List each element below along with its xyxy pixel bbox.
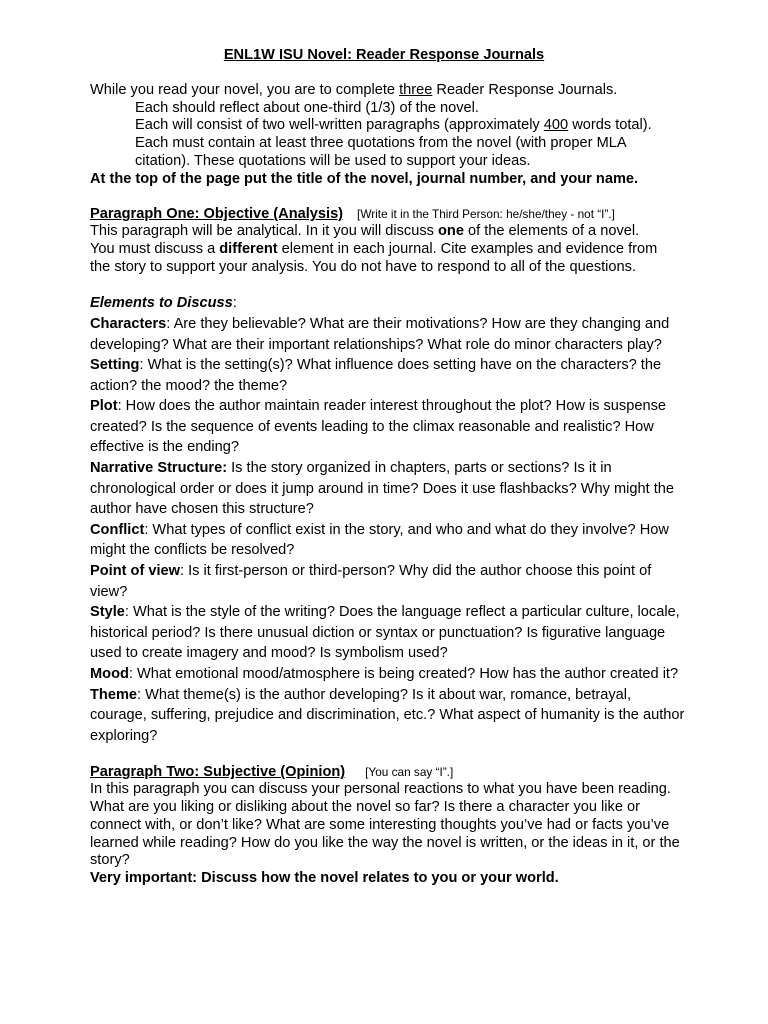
- p1-text: You must discuss a: [90, 240, 220, 257]
- intro-line: [90, 82, 690, 100]
- element-item-characters: [90, 314, 690, 355]
- element-text: Is the story organized in chapters, parts or sections? Is it in chronological order or does it jump around in time? Does it use flashbacks? Why might the author have chosen this structure?: [90, 460, 675, 518]
- element-item-conflict: [90, 520, 690, 561]
- element-text: : Is it first-person or third-person? Why did the author choose this point of view?: [90, 563, 652, 600]
- element-item-mood: [90, 664, 690, 685]
- paragraph-one-line: [90, 223, 690, 241]
- element-text: : How does the author maintain reader interest throughout the plot? How is suspense created? Is the sequence of events leading to the climax reasonable and realistic? How effective is the ending?: [90, 398, 666, 456]
- elements-section: [90, 293, 690, 746]
- element-term: Mood: [90, 666, 129, 683]
- element-item-narrative-structure: [90, 458, 690, 520]
- p1-text-end: of the elements of a novel.: [463, 223, 640, 240]
- paragraph-two-body: In this paragraph you can discuss your personal reactions to what you have been reading. What are you liking or disliking about the novel so far? Is there a character you like or connect with, or don’t like? What are some interesting thoughts you’ve had or facts you’ve learned while reading? How do you like the way the novel is written, or the ideas in it, or the story?: [90, 781, 680, 869]
- element-item-style: [90, 602, 690, 664]
- paragraph-one-header: [90, 205, 690, 223]
- element-item-theme: [90, 685, 690, 747]
- element-term: Theme: [90, 686, 138, 703]
- paragraph-two-header: [90, 763, 690, 781]
- element-term: Style: [90, 604, 125, 621]
- element-term: Setting: [90, 357, 140, 374]
- top-of-page-instruction: At the top of the page put the title of the novel, journal number, and your name.: [90, 170, 639, 187]
- intro-section: [90, 82, 690, 188]
- paragraph-one-line: the story to support your analysis. You do not have to respond to all of the questions.: [90, 258, 636, 275]
- page-title: ENL1W ISU Novel: Reader Response Journals: [223, 47, 545, 63]
- element-text: : What theme(s) is the author developing? Is it about war, romance, betrayal, courage, suffering, prejudice and discrimination, etc.? What aspect of humanity is the author exploring?: [90, 686, 685, 744]
- element-text: : What emotional mood/atmosphere is being created? How has the author created it?: [128, 666, 679, 683]
- element-item-plot: [90, 396, 690, 458]
- element-text: : What is the setting(s)? What influence does setting have on the characters? the action? the mood? the theme?: [90, 357, 662, 394]
- element-text: : Are they believable? What are their motivations? How are they changing and developing? What are their important relationships? What role do minor characters play?: [90, 315, 670, 353]
- element-term: Narrative Structure:: [90, 460, 228, 477]
- element-item-setting: [90, 355, 690, 396]
- intro-text: While you read your novel, you are to complete: [90, 82, 400, 98]
- p1-text-end: element in each journal. Cite examples and evidence from: [277, 240, 658, 257]
- elements-heading-line: [90, 293, 690, 314]
- element-text: : What is the style of the writing? Does the language reflect a particular culture, locale, historical period? Is there unusual diction or syntax or punctuation? Is figurative language used to create imagery and mood? Is symbolism used?: [90, 604, 680, 662]
- element-term: Characters: [90, 315, 167, 332]
- p1-text: This paragraph will be analytical. In it you will discuss: [90, 223, 438, 240]
- element-term: Point of view: [90, 563, 180, 580]
- req2-word-count: 400: [543, 117, 569, 134]
- paragraph-one-line: [90, 241, 690, 259]
- element-text: : What types of conflict exist in the story, and who and what do they involve? How might the conflicts be resolved?: [90, 521, 669, 559]
- element-term: Plot: [90, 398, 118, 415]
- req2-text-end: words total).: [568, 117, 652, 134]
- paragraph-one-section: [90, 205, 690, 276]
- req2-text: Each will consist of two well-written paragraphs (approximately: [135, 117, 544, 134]
- document-page: [90, 46, 690, 888]
- very-important-note: Very important: Discuss how the novel relates to you or your world.: [90, 869, 559, 886]
- p1-one: one: [437, 223, 464, 240]
- elements-heading: Elements to Discuss: [90, 295, 233, 312]
- requirement-one-third: Each should reflect about one-third (1/3) of the novel.: [135, 99, 479, 116]
- intro-three: three: [399, 82, 433, 98]
- elements-heading-colon: :: [232, 295, 237, 312]
- paragraph-two-note: [You can say “I”.]: [365, 765, 454, 780]
- element-item-point-of-view: [90, 561, 690, 602]
- paragraph-two-section: [90, 763, 690, 887]
- paragraph-one-heading: Paragraph One: Objective (Analysis): [90, 206, 344, 223]
- paragraph-one-note: [Write it in the Third Person: he/she/they - not “I”.]: [357, 207, 615, 222]
- requirement-paragraphs: [90, 117, 690, 135]
- requirement-quotations-2: citation). These quotations will be used to support your ideas.: [135, 152, 531, 169]
- requirement-quotations-1: Each must contain at least three quotations from the novel (with proper MLA: [135, 135, 627, 152]
- element-term: Conflict: [90, 521, 145, 538]
- p1-different: different: [219, 240, 278, 257]
- paragraph-two-heading: Paragraph Two: Subjective (Opinion): [90, 764, 346, 781]
- intro-text-end: Reader Response Journals.: [432, 82, 618, 98]
